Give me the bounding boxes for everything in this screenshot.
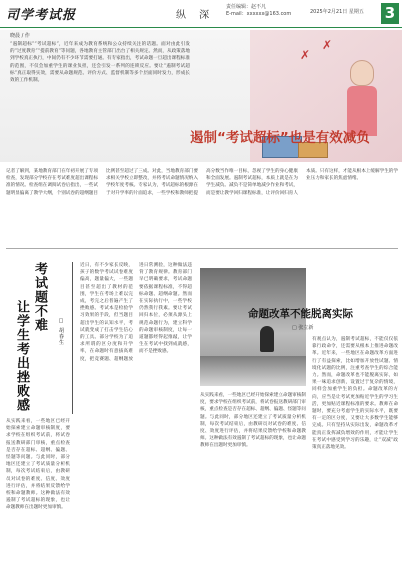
hero-author: 晓晨 / 作 (10, 33, 30, 39)
masthead (0, 0, 402, 28)
editor-info (226, 4, 291, 18)
hero-intro-text: “遏制超标”“考试超标”，近年来成为教育系统和公众持续关注的话题。面对由此引发的“过度教育”“提前教育”等问题，各地教育主管部门出台了相关规定。然而，从政策落地到学校真正执行，中间仍有不少环节需要打通。有专家指出，考试命题一旦超出课程标准的范围，不仅会加重学生的课业负担，还会引发一系列的连锁反应。要让“遏制考试超标”真正取得实效，需要从命题规范、评价方式、监督机制等多个层面同时发力，形成长效的工作机制。 (10, 42, 190, 84)
scribble-icon-2: ✗ (322, 38, 333, 52)
left-title-rule (72, 262, 73, 414)
editor-name: 责任编辑：赵不凡 (226, 4, 267, 10)
photo-person (260, 326, 274, 352)
article-photo (200, 268, 306, 386)
left-article-title-b: 让学生考出挫败感 (14, 300, 29, 412)
newspaper-logo: 司学考试报 (6, 8, 77, 23)
left-article-body: 近日，有不少家长反映，孩子的数学考试试卷难度偏高，题量偏大，一些题目甚至超出了教材的范围，学生在考场上难以完成，考完之后普遍产生了挫败感。考试本是检验学习效果的手段，但当题目超出学生的认知水平，考试就变成了打击学生信心的工具。部分学校为了追求所谓的区分度和升学率，在命题时有意拔高难度，把竞赛题、超纲题放进日常测验，这种做法违背了教育规律。教育部门早已明确要求，考试命题要依据课程标准，不得超标命题、超纲命题。然而在实际执行中，一些学校仍然我行我素。要让考试回归本位，必须从源头上规范命题行为，建立科学的命题审核制度，让每一道题都经得起推敲，让学生在考试中找到成就感，而不是挫败感。 (80, 263, 192, 362)
right-article-author: □ 张立新 (292, 325, 314, 331)
hero-banner (0, 30, 402, 162)
top-body-text: 记者了解到，某地教育部门在年初开展了专项检查，发现部分学校存在考试难度超出课程标准的情况。检查组在调阅试卷后指出，一些试题明显偏离了教学大纲，个别试卷的超纲题目比例甚至超过了三成。对此，当地教育部门要求相关学校立即整改，并将考试命题情况纳入学校年度考核。专家认为，考试超标的根源在于对升学率的片面追求，一些学校和教师把提高分数当作唯一目标，忽视了学生的身心健康和全面发展。遏制考试超标，本质上就是在为学生减负。减负不是简单地减少作业和考试，而是要让教学回归课程标准，让评价回归育人本质。只有这样，才能从根本上缓解学生的学业压力和家长的焦虑情绪。 (6, 169, 398, 196)
main-headline: 遏制“考试超标”也是有效减负 (190, 130, 370, 146)
left-article-author: □ 胡春生 (58, 318, 64, 346)
issue-date: 2025年2月21日 星期五 (310, 9, 364, 15)
photo-sky (200, 268, 306, 333)
column-name: 纵 深 (176, 10, 215, 21)
photo-ground (200, 356, 306, 386)
right-article-body: 有观点认为，遏制考试超标，不能仅仅依靠行政命令，还需要从根本上推进命题改革。近年来，一些地区在命题改革方面进行了有益探索，比如增加开放性试题、情境化试题的比例，注重考查学生的综合能力。然而，命题改革也不能脱离实际，如果一味追求创新，设置过于复杂的情境，同样会加重学生的负担。命题改革的方向，应当是让考试更加贴近学生的学习生活，更加贴近课程标准的要求。教师在命题时，要充分考虑学生的实际水平，既要有一定的区分度，又要让大多数学生能够完成。只有坚持从实际出发，命题改革才能真正发挥减负增效的作用，才能让学生在考试中感受到学习的乐趣，让“双减”政策真正落地见效。 (312, 337, 398, 451)
head-shape (350, 60, 374, 86)
editor-email: E-mail：xxxxxx@163.com (226, 11, 292, 17)
page-number: 3 (381, 3, 399, 24)
left-article-title-a: 考试题不难 (32, 262, 47, 332)
scribble-icon: ✗ (300, 48, 311, 62)
left-article-body-cont: 从实践来看，一些地区已经开始探索建立命题审核制度，要求学校在组织考试前，将试卷报送教研部门审核，重点检查是否存在超标、超纲、偏题、怪题等问题。与此同时，部分地区还建立了考试质量分析机制，每次考试结束后，由教研员对试卷的难度、信度、效度进行评估，并将结果反馈给学校和命题教师。这种做法有效遏制了考试超标的现象，也让命题教师在出题时更加审慎。 (6, 419, 70, 511)
section-divider (6, 248, 398, 249)
student-illustration (350, 60, 377, 136)
right-article-body-left: 从实践来看，一些地区已经开始探索建立命题审核制度，要求学校在组织考试前，将试卷报送教研部门审核，重点检查是否存在超标、超纲、偏题、怪题等问题。与此同时，部分地区还建立了考试质量分析机制，每次考试结束后，由教研员对试卷的难度、信度、效度进行评估，并将结果反馈给学校和命题教师。这种做法有效遏制了考试超标的现象，也让命题教师在出题时更加审慎。 (200, 393, 306, 449)
right-article-title: 命题改革不能脱离实际 (248, 308, 353, 320)
